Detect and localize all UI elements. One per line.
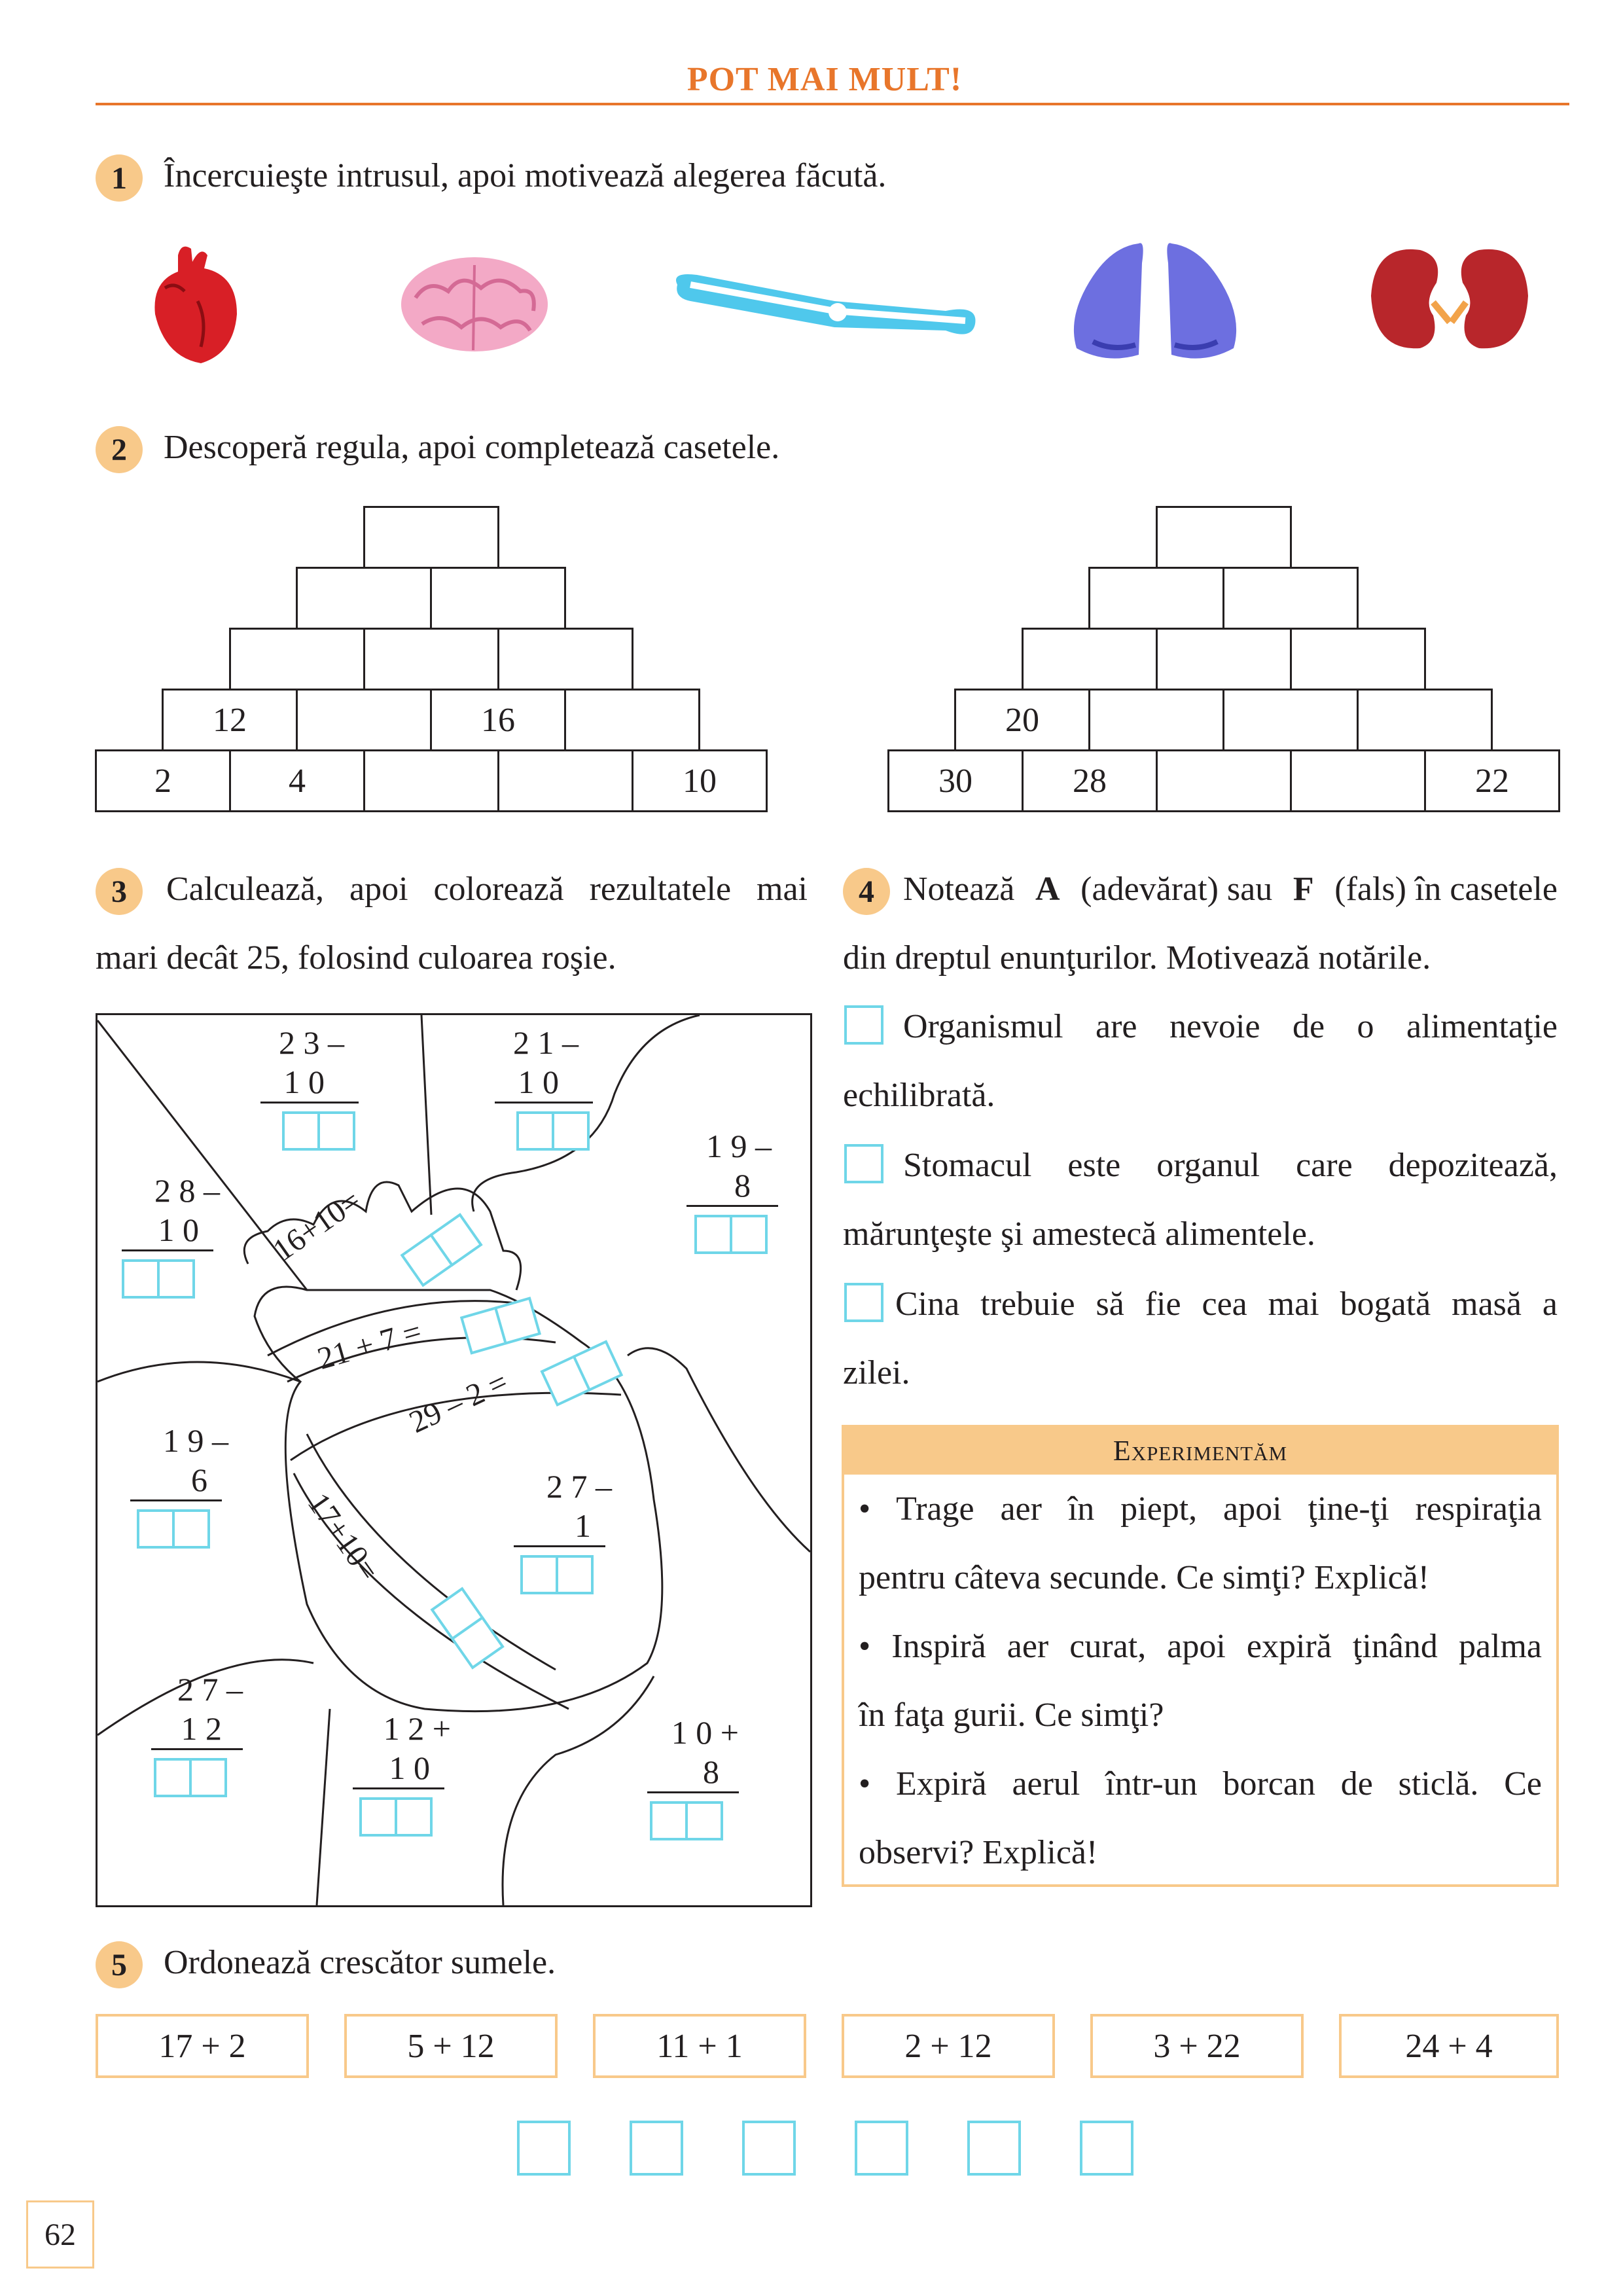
calc-bottom: 1 2	[181, 1710, 222, 1747]
calc-line	[260, 1102, 359, 1103]
pyramid-1-cell[interactable]	[296, 567, 432, 630]
column-calculation	[514, 1467, 632, 1594]
calc-top: 1 0 +	[671, 1714, 739, 1751]
pyramid-1-cell[interactable]	[497, 628, 633, 691]
statement-answer-box[interactable]	[844, 1144, 883, 1183]
statement-answer-box[interactable]	[844, 1005, 883, 1045]
exercise-3-instruction-line2: mari decât 25, folosind culoarea roşie.	[96, 939, 616, 977]
calc-top: 1 9 –	[706, 1128, 772, 1164]
pyramid-1-cell: 16	[430, 689, 566, 751]
statement-1-line1: Organismul are nevoie de o alimentaţie	[903, 1008, 1558, 1045]
calc-line	[495, 1102, 593, 1103]
heart-equation: 29 – 2 =	[404, 1364, 513, 1440]
pyramid-1-cell[interactable]	[497, 749, 633, 812]
calc-bottom: 1 0	[283, 1064, 325, 1100]
pyramid-2-cell[interactable]	[1022, 628, 1158, 691]
pyramid-1-cell: 4	[229, 749, 365, 812]
statement-2-line1: Stomacul este organul care depozitează,	[903, 1147, 1558, 1184]
order-answer-box[interactable]	[742, 2121, 796, 2176]
pyramid-2-cell[interactable]	[1088, 567, 1224, 630]
statement-answer-box[interactable]	[844, 1283, 883, 1322]
kidneys-icon[interactable]	[1368, 243, 1531, 355]
column-calculation	[145, 1670, 262, 1797]
column-calculation	[480, 1023, 605, 1151]
pyramid-2-cell[interactable]	[1156, 628, 1292, 691]
pyramid-1-cell[interactable]	[296, 689, 432, 751]
intro-text: (fals) în casetele	[1334, 870, 1558, 908]
exercise-1-instruction: Încercuieşte intrusul, apoi motivează alegerea făcută.	[164, 157, 887, 194]
experiment-line: pentru câteva secunde. Ce simţi? Explică!	[859, 1559, 1430, 1596]
column-calculation	[353, 1709, 471, 1837]
calc-line	[687, 1205, 778, 1207]
calc-answer-box[interactable]	[137, 1509, 248, 1549]
heart-equation: 21 + 7 =	[313, 1314, 425, 1376]
heart-equation: 16+10=	[266, 1183, 367, 1268]
heart-equation: 17+10=	[300, 1486, 386, 1587]
exercise-1-number: 1	[96, 154, 143, 202]
calc-top: 2 3 –	[279, 1024, 344, 1061]
column-calculation	[641, 1713, 752, 1840]
calc-top: 1 9 –	[163, 1422, 228, 1459]
calc-line	[353, 1787, 444, 1789]
statement-3-line2: zilei.	[843, 1354, 910, 1391]
calc-answer-box[interactable]	[359, 1797, 471, 1837]
calc-line	[647, 1791, 739, 1793]
calc-bottom: 1 0	[518, 1064, 559, 1100]
calc-bottom: 6	[191, 1462, 207, 1498]
heart-icon[interactable]	[145, 242, 243, 367]
order-answer-box[interactable]	[630, 2121, 683, 2176]
exercise-4-number: 4	[843, 868, 890, 915]
pyramid-2-cell: 22	[1424, 749, 1560, 812]
pyramid-2-cell: 28	[1022, 749, 1158, 812]
exercise-4-instruction-line2: din dreptul enunţurilor. Motivează notările.	[843, 939, 1431, 977]
pyramid-2-cell: 20	[954, 689, 1090, 751]
calc-answer-box[interactable]	[520, 1555, 632, 1594]
sum-card: 2 + 12	[842, 2014, 1055, 2078]
pyramid-1-cell: 2	[95, 749, 231, 812]
order-answer-box[interactable]	[967, 2121, 1021, 2176]
pyramid-2-cell: 30	[887, 749, 1024, 812]
calc-answer-box[interactable]	[650, 1801, 752, 1840]
pyramid-2-cell[interactable]	[1088, 689, 1224, 751]
column-calculation	[122, 1171, 240, 1299]
calc-line	[151, 1748, 243, 1750]
column-calculation	[246, 1023, 370, 1151]
exercise-5-number: 5	[96, 1941, 143, 1988]
pyramid-2-cell[interactable]	[1156, 506, 1292, 569]
true-letter: A	[1035, 870, 1060, 908]
calc-bottom: 1 0	[158, 1211, 199, 1248]
sum-card: 17 + 2	[96, 2014, 309, 2078]
calc-top: 1 2 +	[383, 1710, 451, 1747]
lungs-icon[interactable]	[1067, 237, 1243, 368]
calc-answer-box[interactable]	[694, 1215, 791, 1254]
experiment-box	[842, 1425, 1559, 1887]
calc-top: 2 8 –	[154, 1172, 220, 1209]
experiment-line: în faţa gurii. Ce simţi?	[859, 1696, 1164, 1734]
calc-answer-box[interactable]	[282, 1111, 370, 1151]
experiment-title: Experimentăm	[844, 1427, 1556, 1475]
experiment-line: • Trage aer în piept, apoi ţine-ţi respiraţia	[859, 1490, 1542, 1528]
pyramid-2-cell[interactable]	[1222, 689, 1359, 751]
statement-3-line1: Cina trebuie să fie cea mai bogată masă a	[895, 1285, 1558, 1323]
pyramid-1-cell[interactable]	[363, 506, 499, 569]
calc-bottom: 1 0	[389, 1749, 430, 1786]
exercise-5-instruction: Ordonează crescător sumele.	[164, 1944, 556, 1981]
calc-bottom: 8	[734, 1167, 751, 1204]
calc-answer-box[interactable]	[154, 1758, 262, 1797]
false-letter: F	[1293, 870, 1314, 908]
calc-line	[130, 1499, 222, 1501]
calc-bottom: 1	[575, 1507, 591, 1544]
pyramid-1-cell[interactable]	[363, 749, 499, 812]
pyramid-2-cell[interactable]	[1290, 628, 1426, 691]
calc-line	[514, 1545, 605, 1547]
exercise-4-instruction-line1	[903, 869, 1558, 910]
calc-top: 2 7 –	[177, 1671, 243, 1708]
statement-1-line2: echilibrată.	[843, 1077, 995, 1114]
pyramid-1-cell[interactable]	[363, 628, 499, 691]
sum-card: 3 + 22	[1090, 2014, 1304, 2078]
page-number: 62	[26, 2200, 94, 2269]
pyramid-1-cell: 12	[162, 689, 298, 751]
experiment-line: observi? Explică!	[859, 1834, 1098, 1871]
pyramid-1-cell[interactable]	[564, 689, 700, 751]
sum-card: 11 + 1	[593, 2014, 806, 2078]
leg-bone-icon[interactable]	[671, 265, 985, 344]
calc-top: 2 1 –	[513, 1024, 579, 1061]
exercise-2-number: 2	[96, 426, 143, 473]
column-calculation	[687, 1126, 791, 1254]
calc-answer-box[interactable]	[122, 1259, 240, 1299]
calc-answer-box[interactable]	[516, 1111, 605, 1151]
calc-line	[122, 1249, 213, 1251]
experiment-line: • Inspiră aer curat, apoi expiră ţinând palma	[859, 1628, 1542, 1665]
column-calculation	[130, 1421, 248, 1549]
pyramid-2-cell[interactable]	[1290, 749, 1426, 812]
calc-bottom: 8	[703, 1753, 719, 1790]
pyramid-2-cell[interactable]	[1222, 567, 1359, 630]
page-title: POT MAI MULT!	[687, 61, 963, 98]
pyramid-1-cell: 10	[632, 749, 768, 812]
pyramid-1-cell[interactable]	[229, 628, 365, 691]
brain-icon[interactable]	[396, 252, 553, 357]
statement-2-line2: mărunţeşte şi amestecă alimentele.	[843, 1215, 1315, 1253]
experiment-line: • Expiră aerul într-un borcan de sticlă. Ce	[859, 1765, 1542, 1803]
exercise-2-instruction: Descoperă regula, apoi completează casetele.	[164, 429, 780, 466]
sum-card: 24 + 4	[1339, 2014, 1559, 2078]
sum-card: 5 + 12	[344, 2014, 558, 2078]
calc-top: 2 7 –	[546, 1468, 612, 1505]
intro-text: Notează	[903, 870, 1015, 908]
order-answer-box[interactable]	[1080, 2121, 1133, 2176]
header-rule	[96, 103, 1569, 105]
pyramid-2-cell[interactable]	[1156, 749, 1292, 812]
exercise-3-number: 3	[96, 868, 143, 915]
exercise-3-instruction-line1: Calculează, apoi colorează rezultatele mai	[166, 870, 808, 908]
pyramid-2-cell[interactable]	[1357, 689, 1493, 751]
pyramid-1-cell[interactable]	[430, 567, 566, 630]
order-answer-box[interactable]	[517, 2121, 571, 2176]
intro-text: (adevărat) sau	[1080, 870, 1273, 908]
coloring-picture	[96, 1013, 812, 1907]
order-answer-box[interactable]	[855, 2121, 908, 2176]
